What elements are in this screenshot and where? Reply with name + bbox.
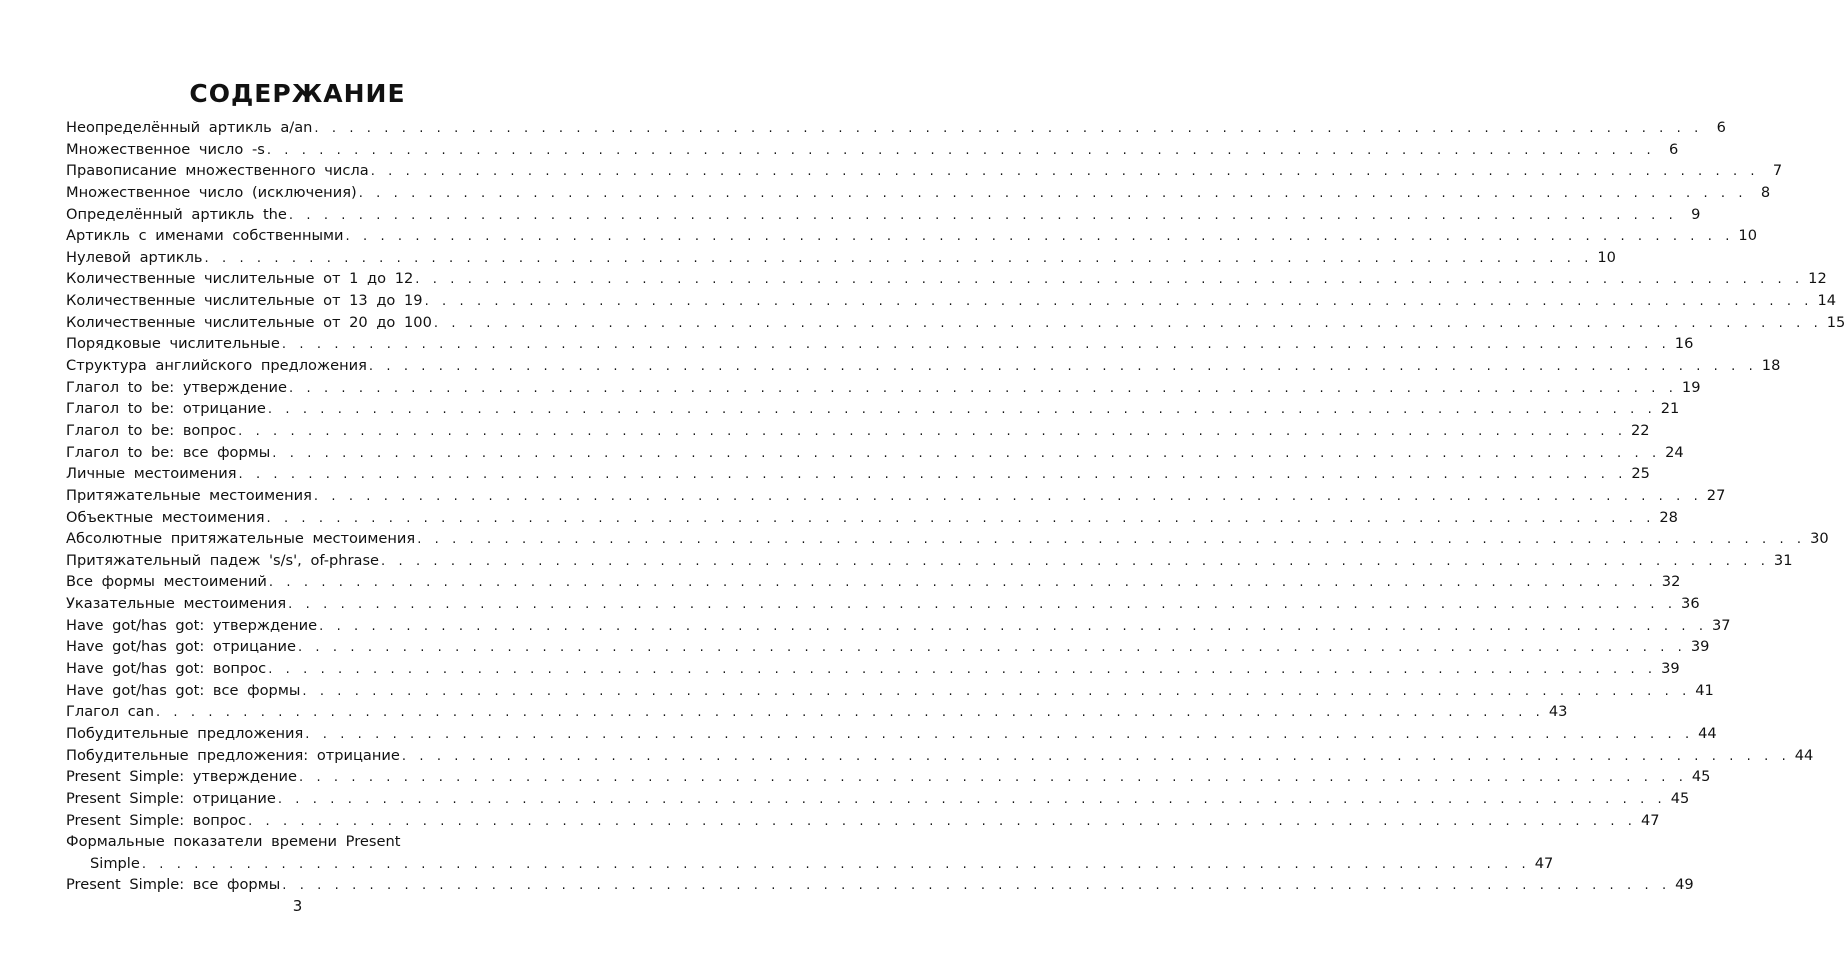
toc-entry-title: Present Simple: вопрос [66, 811, 247, 829]
dot-leader: . . . . . . . . . . . . . . . . . . . . . . . . . . . . . . . . . . . . . . . . . . . . . . . . . . . . . . . . . . . . . . . . . . . . . . . . . . . . . . . . [314, 121, 1701, 136]
toc-entry [66, 593, 1700, 615]
toc-entry-page: 39 [1690, 638, 1710, 656]
dot-leader: . . . . . . . . . . . . . . . . . . . . . . . . . . . . . . . . . . . . . . . . . . . . . . . . . . . . . . . . . . . . . . . . . . . . . . . . . . . . . . . . [266, 510, 1653, 526]
toc-entry-page: 44 [1794, 746, 1814, 764]
dot-leader: . . . . . . . . . . . . . . . . . . . . . . . . . . . . . . . . . . . . . . . . . . . . . . . . . . . . . . . . . . . . . . . . . . . . . . . . . . . . . . . . [288, 597, 1675, 613]
dot-leader: . . . . . . . . . . . . . . . . . . . . . . . . . . . . . . . . . . . . . . . . . . . . . . . . . . . . . . . . . . . . . . . . . . . . . . . . . . . . . . . . [282, 878, 1669, 894]
dot-leader: . . . . . . . . . . . . . . . . . . . . . . . . . . . . . . . . . . . . . . . . . . . . . . . . . . . . . . . . . . . . . . . . . . . . . . . . . . . . . . . . [345, 229, 1732, 245]
toc-entry-title: Present Simple: отрицание [66, 789, 276, 807]
dot-leader: . . . . . . . . . . . . . . . . . . . . . . . . . . . . . . . . . . . . . . . . . . . . . . . . . . . . . . . . . . . . . . . . . . . . . . . . . . . . . . . . [381, 553, 1768, 569]
toc-entry [66, 745, 1814, 767]
toc-entry-page: 28 [1659, 508, 1678, 526]
dot-leader: . . . . . . . . . . . . . . . . . . . . . . . . . . . . . . . . . . . . . . . . . . . . . . . . . . . . . . . . . . . . . . . . . . . . . . . . . . . . . . . . [297, 640, 1685, 656]
toc-entry-page: 39 [1661, 660, 1680, 678]
toc-entry [66, 701, 1568, 723]
toc-entry-page: 22 [1630, 421, 1650, 439]
toc-entry [66, 528, 1829, 550]
toc-entry-title: Нулевой артикль [66, 248, 203, 266]
toc-entry-page: 37 [1711, 616, 1731, 634]
toc-entry [66, 658, 1680, 680]
toc-entry-title: Все формы местоимений [66, 573, 267, 591]
dot-leader: . . . . . . . . . . . . . . . . . . . . . . . . . . . . . . . . . . . . . . . . . . . . . . . . . . . . . . . . . . . . . . . . . . . . . . . . . . . . . . . . [155, 705, 1543, 721]
toc-entry-page: 15 [1826, 313, 1845, 331]
toc-entry [66, 117, 1726, 139]
toc-entry-page: 32 [1661, 573, 1681, 591]
dot-leader: . . . . . . . . . . . . . . . . . . . . . . . . . . . . . . . . . . . . . . . . . . . . . . . . . . . . . . . . . . . . . . . . . . . . . . . . . . . . . . . . [302, 683, 1689, 699]
dot-leader: . . . . . . . . . . . . . . . . . . . . . . . . . . . . . . . . . . . . . . . . . . . . . . . . . . . . . . . . . . . . . . . . . . . . . . . . . . . . . . . . [141, 856, 1529, 872]
toc-entry-page: 25 [1631, 465, 1650, 483]
dot-leader: . . . . . . . . . . . . . . . . . . . . . . . . . . . . . . . . . . . . . . . . . . . . . . . . . . . . . . . . . . . . . . . . . . . . . . . . . . . . . . . . [319, 618, 1706, 634]
toc-entry-continuation [66, 853, 1554, 875]
toc-entry-page: 41 [1695, 681, 1714, 699]
toc-entry [66, 139, 1679, 161]
toc-entry-title: Притяжательные местоимения [66, 486, 312, 504]
table-of-contents [66, 117, 1845, 896]
toc-entry [66, 615, 1731, 637]
toc-entry-title: Глагол to be: утверждение [66, 378, 288, 396]
dot-leader: . . . . . . . . . . . . . . . . . . . . . . . . . . . . . . . . . . . . . . . . . . . . . . . . . . . . . . . . . . . . . . . . . . . . . . . . . . . . . . . . [424, 294, 1812, 310]
page-title: СОДЕРЖАНИЕ [189, 78, 406, 108]
dot-leader: . . . . . . . . . . . . . . . . . . . . . . . . . . . . . . . . . . . . . . . . . . . . . . . . . . . . . . . . . . . . . . . . . . . . . . . . . . . . . . . . [268, 575, 1656, 591]
toc-entry-title: Артикль с именами собственными [66, 227, 344, 245]
toc-entry [66, 290, 1837, 312]
toc-entry-page: 49 [1675, 876, 1694, 894]
dot-leader: . . . . . . . . . . . . . . . . . . . . . . . . . . . . . . . . . . . . . . . . . . . . . . . . . . . . . . . . . . . . . . . . . . . . . . . . . . . . . . . . [370, 164, 1758, 180]
toc-entry-title: Количественные числительные от 1 до 12 [66, 270, 414, 288]
toc-entry [66, 874, 1694, 896]
toc-entry-page: 31 [1773, 551, 1793, 569]
toc-entry-title: Глагол can [66, 703, 154, 721]
dot-leader: . . . . . . . . . . . . . . . . . . . . . . . . . . . . . . . . . . . . . . . . . . . . . . . . . . . . . . . . . . . . . . . . . . . . . . . . . . . . . . . . [281, 337, 1669, 353]
toc-entry [66, 442, 1684, 464]
toc-entry-title: Глагол to be: все формы [66, 443, 271, 461]
toc-entry-title: Have got/has got: отрицание [66, 638, 296, 656]
dot-leader: . . . . . . . . . . . . . . . . . . . . . . . . . . . . . . . . . . . . . . . . . . . . . . . . . . . . . . . . . . . . . . . . . . . . . . . . . . . . . . . . [268, 662, 1655, 678]
toc-entry-title: Абсолютные притяжательные местоимения [66, 530, 416, 548]
dot-leader: . . . . . . . . . . . . . . . . . . . . . . . . . . . . . . . . . . . . . . . . . . . . . . . . . . . . . . . . . . . . . . . . . . . . . . . . . . . . . . . . [433, 315, 1821, 331]
toc-entry-title: Present Simple: утверждение [66, 768, 297, 786]
toc-entry-page: 14 [1817, 292, 1837, 310]
toc-entry [66, 247, 1616, 269]
toc-entry-title: Формальные показатели времени Present [66, 833, 401, 851]
dot-leader: . . . . . . . . . . . . . . . . . . . . . . . . . . . . . . . . . . . . . . . . . . . . . . . . . . . . . . . . . . . . . . . . . . . . . . . . . . . . . . . . [288, 207, 1676, 223]
toc-entry-page: 6 [1716, 119, 1726, 136]
toc-entry-title: Глагол to be: вопрос [66, 421, 237, 439]
toc-entry-title: Объектные местоимения [66, 508, 265, 526]
toc-entry-page: 30 [1810, 530, 1829, 548]
toc-entry-title: Have got/has got: все формы [66, 681, 301, 699]
toc-entry-page: 10 [1597, 248, 1616, 266]
toc-entry-title: Порядковые числительные [66, 335, 280, 353]
toc-entry-page: 9 [1691, 205, 1701, 223]
toc-entry-page: 19 [1681, 378, 1701, 396]
toc-entry [66, 160, 1783, 182]
toc-entry-page: 43 [1548, 703, 1568, 721]
dot-leader: . . . . . . . . . . . . . . . . . . . . . . . . . . . . . . . . . . . . . . . . . . . . . . . . . . . . . . . . . . . . . . . . . . . . . . . . . . . . . . . . [267, 402, 1655, 418]
toc-entry-page: 47 [1640, 811, 1660, 829]
toc-entry [66, 312, 1845, 334]
toc-entry [66, 225, 1757, 247]
toc-entry [66, 463, 1650, 485]
toc-entry [66, 723, 1717, 745]
toc-entry-title: Множественное число (исключения) [66, 183, 357, 201]
dot-leader: . . . . . . . . . . . . . . . . . . . . . . . . . . . . . . . . . . . . . . . . . . . . . . . . . . . . . . . . . . . . . . . . . . . . . . . . . . . . . . . . [238, 467, 1625, 483]
toc-entry-title: Количественные числительные от 20 до 100 [66, 313, 432, 331]
dot-leader: . . . . . . . . . . . . . . . . . . . . . . . . . . . . . . . . . . . . . . . . . . . . . . . . . . . . . . . . . . . . . . . . . . . . . . . . . . . . . . . . [204, 250, 1591, 266]
dot-leader: . . . . . . . . . . . . . . . . . . . . . . . . . . . . . . . . . . . . . . . . . . . . . . . . . . . . . . . . . . . . . . . . . . . . . . . . . . . . . . . . [368, 359, 1756, 375]
toc-entry-title: Побудительные предложения: отрицание [66, 746, 400, 764]
toc-entry-title: Present Simple: все формы [66, 876, 281, 894]
toc-entry-page: 7 [1772, 162, 1783, 180]
toc-entry [66, 550, 1793, 572]
toc-entry-page: 6 [1668, 140, 1679, 158]
toc-entry [66, 398, 1680, 420]
toc-entry-page: 45 [1670, 789, 1690, 807]
toc-entry [66, 182, 1771, 204]
toc-entry [66, 420, 1650, 442]
toc-entry-title: Have got/has got: утверждение [66, 616, 318, 634]
toc-entry-page: 21 [1660, 400, 1680, 418]
dot-leader: . . . . . . . . . . . . . . . . . . . . . . . . . . . . . . . . . . . . . . . . . . . . . . . . . . . . . . . . . . . . . . . . . . . . . . . . . . . . . . . . [248, 813, 1635, 829]
toc-entry-title: Правописание множественного числа [66, 162, 369, 180]
toc-entry [66, 355, 1781, 377]
toc-entry [66, 204, 1701, 226]
toc-entry-title: Количественные числительные от 13 до 19 [66, 292, 423, 310]
dot-leader: . . . . . . . . . . . . . . . . . . . . . . . . . . . . . . . . . . . . . . . . . . . . . . . . . . . . . . . . . . . . . . . . . . . . . . . . . . . . . . . . [238, 423, 1625, 439]
toc-entry-title: Личные местоимения [66, 465, 237, 483]
dot-leader: . . . . . . . . . . . . . . . . . . . . . . . . . . . . . . . . . . . . . . . . . . . . . . . . . . . . . . . . . . . . . . . . . . . . . . . . . . . . . . . . [266, 142, 1654, 158]
toc-entry-page: 18 [1761, 357, 1781, 375]
toc-entry [66, 377, 1701, 399]
toc-entry-title: Структура английского предложения [66, 357, 367, 375]
dot-leader: . . . . . . . . . . . . . . . . . . . . . . . . . . . . . . . . . . . . . . . . . . . . . . . . . . . . . . . . . . . . . . . . . . . . . . . . . . . . . . . . [401, 748, 1789, 764]
dot-leader: . . . . . . . . . . . . . . . . . . . . . . . . . . . . . . . . . . . . . . . . . . . . . . . . . . . . . . . . . . . . . . . . . . . . . . . . . . . . . . . . [358, 185, 1746, 201]
toc-entry-page: 44 [1698, 724, 1717, 742]
dot-leader: . . . . . . . . . . . . . . . . . . . . . . . . . . . . . . . . . . . . . . . . . . . . . . . . . . . . . . . . . . . . . . . . . . . . . . . . . . . . . . . . [289, 380, 1676, 396]
toc-entry [66, 636, 1710, 658]
toc-entry-page: 24 [1665, 443, 1684, 461]
toc-entry [66, 268, 1827, 290]
dot-leader: . . . . . . . . . . . . . . . . . . . . . . . . . . . . . . . . . . . . . . . . . . . . . . . . . . . . . . . . . . . . . . . . . . . . . . . . . . . . . . . . [305, 726, 1692, 742]
page-number: 3 [292, 897, 303, 915]
toc-entry-title: Неопределённый артикль a/an [66, 119, 313, 136]
toc-entry [66, 507, 1678, 529]
dot-leader: . . . . . . . . . . . . . . . . . . . . . . . . . . . . . . . . . . . . . . . . . . . . . . . . . . . . . . . . . . . . . . . . . . . . . . . . . . . . . . . . [417, 532, 1804, 548]
toc-entry-page: 27 [1706, 486, 1726, 504]
toc-entry-title: Множественное число -s [66, 140, 265, 158]
toc-entry [66, 810, 1660, 832]
dot-leader: . . . . . . . . . . . . . . . . . . . . . . . . . . . . . . . . . . . . . . . . . . . . . . . . . . . . . . . . . . . . . . . . . . . . . . . . . . . . . . . . [272, 445, 1659, 461]
toc-entry-page: 36 [1681, 595, 1700, 613]
toc-entry-title: Have got/has got: вопрос [66, 660, 267, 678]
toc-entry-title: Побудительные предложения [66, 724, 304, 742]
toc-entry [66, 485, 1726, 507]
toc-entry-page: 47 [1534, 854, 1554, 872]
toc-entry [66, 571, 1681, 593]
dot-leader: . . . . . . . . . . . . . . . . . . . . . . . . . . . . . . . . . . . . . . . . . . . . . . . . . . . . . . . . . . . . . . . . . . . . . . . . . . . . . . . . [298, 770, 1686, 786]
toc-entry-title-continuation: Simple [90, 854, 140, 872]
toc-entry [66, 788, 1690, 810]
toc-entry-title: Указательные местоимения [66, 595, 287, 613]
dot-leader: . . . . . . . . . . . . . . . . . . . . . . . . . . . . . . . . . . . . . . . . . . . . . . . . . . . . . . . . . . . . . . . . . . . . . . . . . . . . . . . . [415, 272, 1802, 288]
toc-entry-page: 10 [1738, 227, 1757, 245]
toc-entry-page: 45 [1691, 768, 1711, 786]
dot-leader: . . . . . . . . . . . . . . . . . . . . . . . . . . . . . . . . . . . . . . . . . . . . . . . . . . . . . . . . . . . . . . . . . . . . . . . . . . . . . . . . [313, 488, 1701, 504]
toc-entry-title: Определённый артикль the [66, 205, 287, 223]
toc-entry-title: Притяжательный падеж 's/s', of-phrase [66, 551, 380, 569]
toc-entry-title: Глагол to be: отрицание [66, 400, 266, 418]
toc-entry [66, 766, 1711, 788]
toc-entry-page: 16 [1674, 335, 1694, 353]
toc-entry [66, 831, 526, 853]
dot-leader: . . . . . . . . . . . . . . . . . . . . . . . . . . . . . . . . . . . . . . . . . . . . . . . . . . . . . . . . . . . . . . . . . . . . . . . . . . . . . . . . [277, 791, 1665, 807]
toc-entry-page: 12 [1808, 270, 1827, 288]
toc-entry [66, 680, 1714, 702]
toc-entry [66, 333, 1694, 355]
toc-entry-page: 8 [1760, 183, 1771, 201]
